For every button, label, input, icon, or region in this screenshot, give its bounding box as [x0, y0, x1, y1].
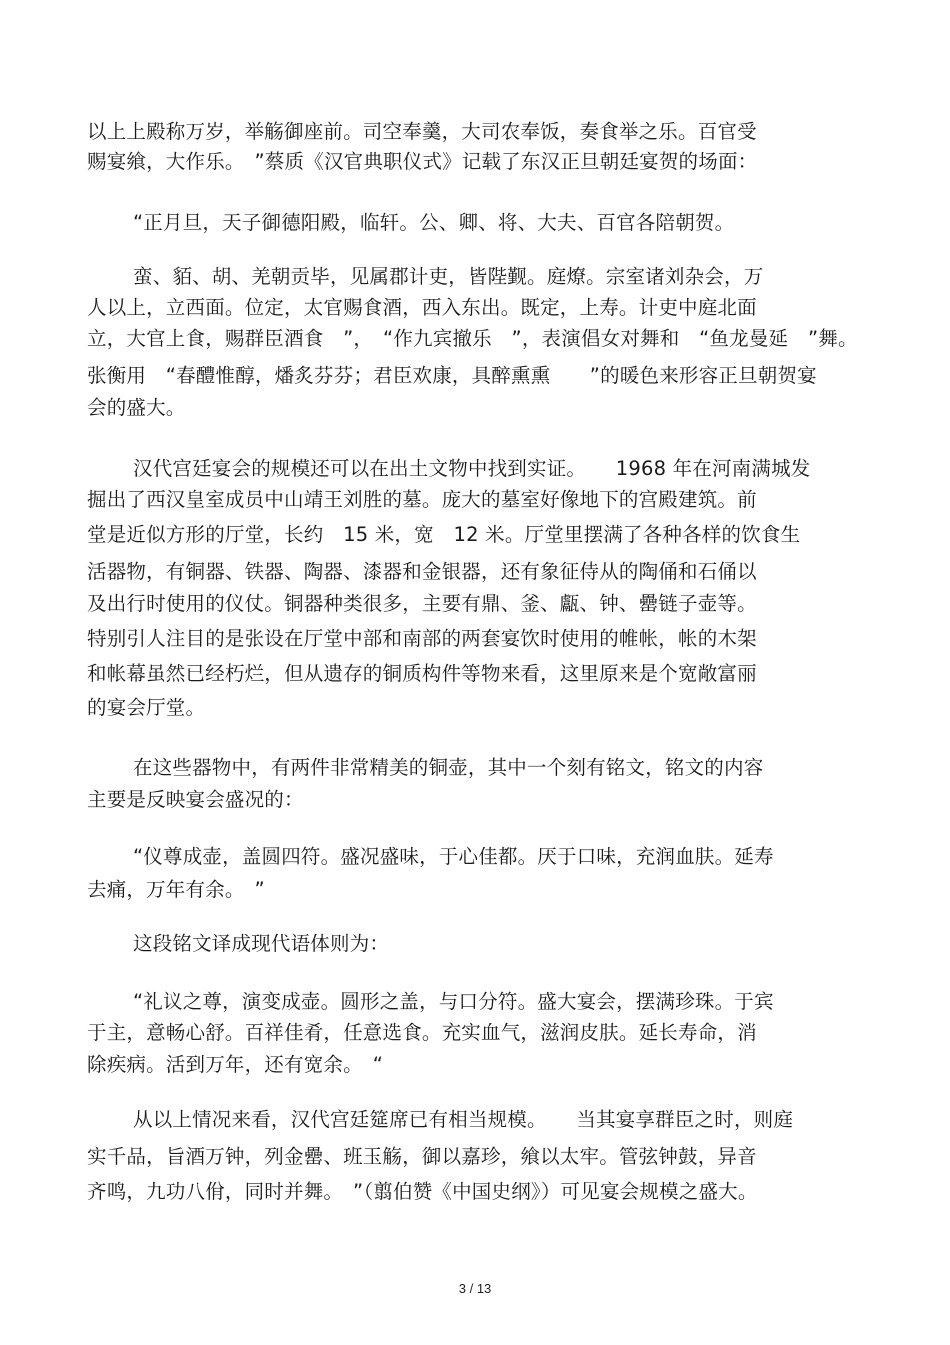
text-line: 及出行时使用的仪仗。铜器种类很多，主要有鼎、釜、甗、钟、罍链子壶等。: [87, 592, 757, 615]
text-line: 去痛，万年有余。 ”: [87, 878, 265, 901]
text-line: 蛮、貊、胡、羌朝贡毕，见属郡计吏，皆陛觐。庭燎。宗室诸刘杂会，万: [133, 265, 764, 288]
text-line: 汉代宫廷宴会的规模还可以在出土文物中找到实证。 1968 年在河南满城发: [133, 457, 811, 480]
page-number: [0, 1281, 950, 1296]
text-line: 人以上，立西面。位定，太官赐食酒，西入东出。既定，上寿。计吏中庭北面: [87, 296, 757, 319]
text-line: 主要是反映宴会盛况的：: [87, 788, 304, 811]
text-line: “正月旦，天子御德阳殿，临轩。公、卿、将、大夫、百官各陪朝贺。: [133, 211, 735, 234]
text-line: 和帐幕虽然已经朽烂，但从遗存的铜质构件等物来看，这里原来是个宽敞富丽: [87, 662, 757, 685]
text-line: 于主，意畅心舒。百祥佳肴，任意选食。充实血气，滋润皮肤。延长寿命，消: [87, 1021, 757, 1044]
text-line: 张衡用 “春醴惟醇，燔炙芬芬；君臣欢康，具醉熏熏 ”的暖色来形容正旦朝贺宴: [87, 364, 817, 387]
text-line: 会的盛大。: [87, 396, 186, 419]
text-line: 特别引人注目的是张设在厅堂中部和南部的两套宴饮时使用的帷帐，帐的木架: [87, 627, 757, 650]
text-line: 活器物，有铜器、铁器、陶器、漆器和金银器，还有象征侍从的陶俑和石俑以: [87, 560, 757, 583]
text-line: “仪尊成壶，盖圆四符。盛况盛味，于心佳都。厌于口味，充润血肤。延寿: [133, 845, 774, 868]
text-line: 齐鸣，九功八佾，同时并舞。 ”（翦伯赞《中国史纲》）可见宴会规模之盛大。: [87, 1180, 758, 1203]
text-line: 除疾病。活到万年，还有宽余。 “: [87, 1053, 384, 1076]
text-line: 这段铭文译成现代语体则为：: [133, 932, 390, 955]
text-line: 立，大官上食，赐群臣酒食 ”， “作九宾撤乐 ”，表演倡女对舞和 “鱼龙曼延 ”舞。: [87, 327, 858, 350]
page-total: 13: [476, 1281, 492, 1296]
text-line: 赐宴飨，大作乐。 ”蔡质《汉官典职仪式》记载了东汉正旦朝廷宴贺的场面：: [87, 150, 758, 173]
text-line: 掘出了西汉皇室成员中山靖王刘胜的墓。庞大的墓室好像地下的宫殿建筑。前: [87, 488, 757, 511]
text-line: 以上上殿称万岁，举觞御座前。司空奉羹，大司农奉饭，奏食举之乐。百官受: [87, 120, 757, 143]
text-line: 的宴会厅堂。: [87, 696, 206, 719]
text-line: 堂是近似方形的厅堂，长约 15 米，宽 12 米。厅堂里摆满了各种各样的饮食生: [87, 523, 801, 546]
text-line: 实千品，旨酒万钟，列金罍、班玉觞，御以嘉珍，飨以太牢。管弦钟鼓，异音: [87, 1145, 757, 1168]
page-separator: /: [469, 1281, 474, 1296]
text-line: 在这些器物中，有两件非常精美的铜壶，其中一个刻有铭文，铭文的内容: [133, 756, 764, 779]
page-current: 3: [458, 1281, 466, 1296]
text-line: 从以上情况来看，汉代宫廷筵席已有相当规模。 当其宴享群臣之时，则庭: [133, 1108, 794, 1131]
text-line: “礼议之尊，演变成壶。圆形之盖，与口分符。盛大宴会，摆满珍珠。于宾: [133, 990, 774, 1013]
